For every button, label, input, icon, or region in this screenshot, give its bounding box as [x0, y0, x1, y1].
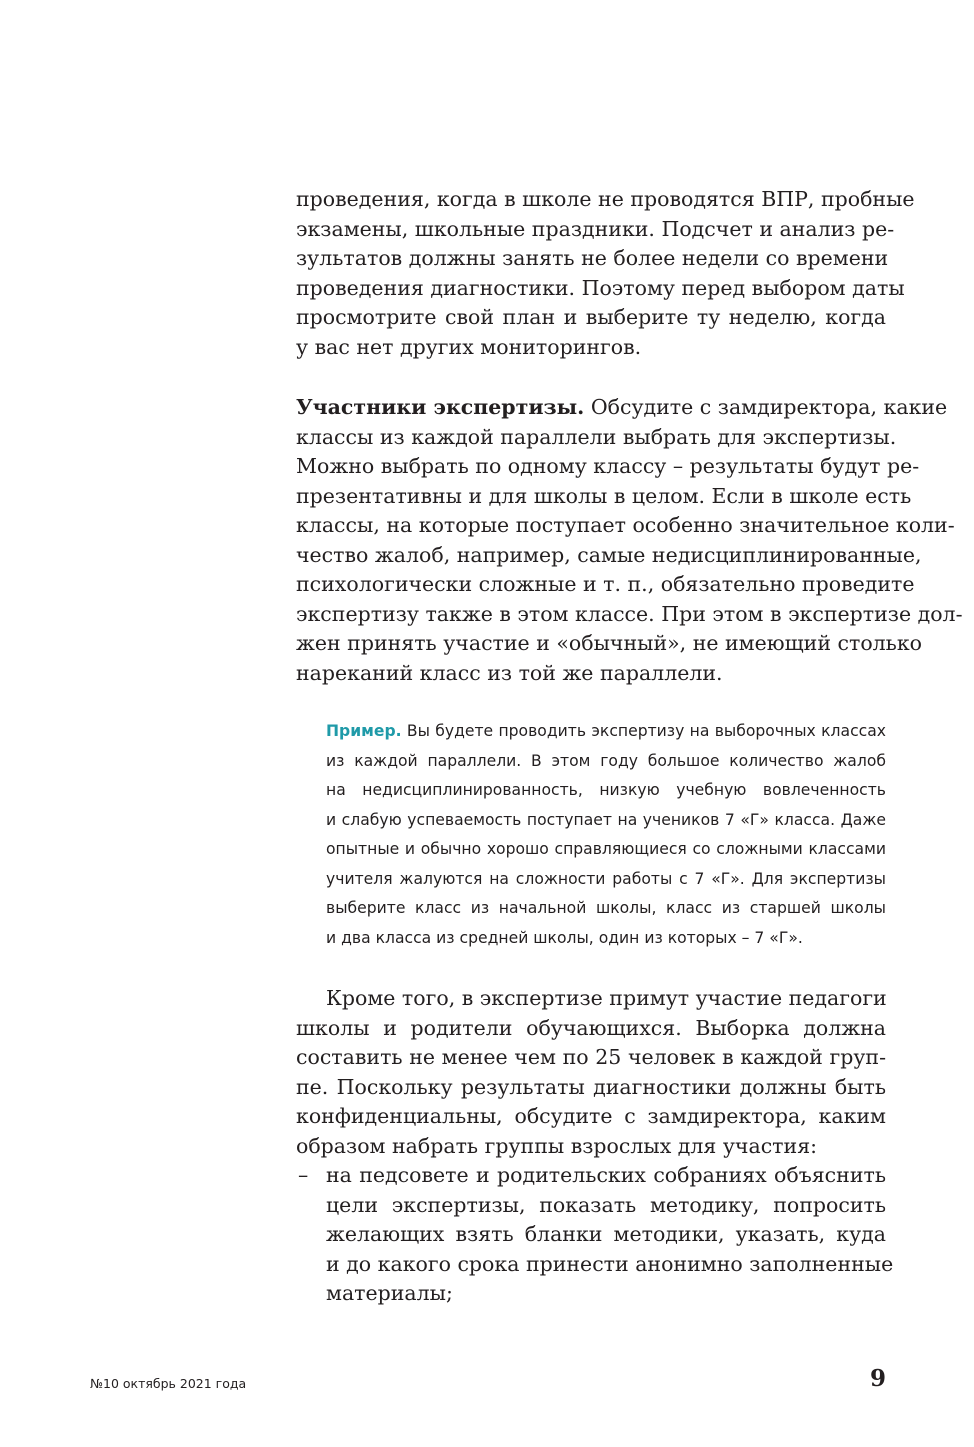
text-line: презентативны и для школы в целом. Если в школе есть	[296, 483, 912, 508]
text-line: образом набрать группы взрослых для участия:	[296, 1133, 818, 1158]
text-line: проведения диагностики. Поэтому перед выбором даты	[296, 275, 905, 300]
text-line	[326, 717, 886, 747]
text-line: и два класса из средней школы, один из которых – 7 «Г».	[326, 928, 803, 947]
text-line: проведения, когда в школе не проводятся ВПР, пробные	[296, 187, 915, 211]
text-line: выберите класс из начальной школы, класс из старшей школы	[326, 899, 886, 917]
text-line: жен принять участие и «обычный», не имеющий столько	[296, 631, 923, 655]
text-line: составить не менее чем по 25 человек в каждой груп-	[296, 1045, 886, 1069]
text-fragment: Обсудите с замдиректора, какие	[584, 395, 948, 419]
text-line: экспертизу также в этом классе. При этом в экспертизе дол-	[296, 601, 963, 626]
text-line: материалы;	[326, 1281, 453, 1305]
text-line: на недисциплинированность, низкую учебную вовлеченность	[326, 781, 886, 799]
text-line: конфиденциальны, обсудите с замдиректора, каким	[296, 1104, 886, 1128]
text-line: и до какого срока принести анонимно заполненные	[326, 1251, 894, 1276]
text-line: и слабую успеваемость поступает на учеников 7 «Г» класса. Даже	[326, 810, 886, 829]
text-line: чество жалоб, например, самые недисциплинированные,	[296, 542, 922, 567]
text-line: Кроме того, в экспертизе примут участие педагоги	[326, 986, 887, 1010]
text-line: опытные и обычно хорошо справляющиеся со сложными классами	[326, 840, 886, 858]
text-line: на педсовете и родительских собраниях объяснить	[326, 1163, 886, 1187]
text-fragment: Вы будете проводить экспертизу на выборочных классах	[401, 722, 886, 740]
text-line	[296, 393, 948, 423]
text-line: экзамены, школьные праздники. Подсчет и анализ ре-	[296, 216, 895, 241]
text-line: классы из каждой параллели выбрать для экспертизы.	[296, 424, 897, 449]
text-line: нареканий класс из той же параллели.	[296, 660, 723, 685]
text-line: классы, на которые поступает особенно значительное коли-	[296, 513, 955, 537]
text-line: желающих взять бланки методики, указать, куда	[326, 1222, 886, 1246]
text-line: Можно выбрать по одному классу – результаты будут ре-	[296, 454, 920, 478]
issue-label: №10 октябрь 2021 года	[90, 1376, 247, 1391]
example-label: Пример.	[326, 722, 402, 740]
text-line: психологически сложные и т. п., обязательно проведите	[296, 572, 915, 596]
text-line: из каждой параллели. В этом году большое количество жалоб	[326, 751, 886, 770]
text-line: школы и родители обучающихся. Выборка должна	[296, 1015, 886, 1040]
section-heading: Участники экспертизы.	[296, 395, 585, 419]
text-line: учителя жалуются на сложности работы с 7 «Г». Для экспертизы	[326, 869, 886, 888]
text-line: пе. Поскольку результаты диагностики должны быть	[296, 1074, 886, 1099]
list-bullet: –	[298, 1163, 309, 1187]
page-number: 9	[869, 1365, 886, 1392]
text-line: цели экспертизы, показать методику, попросить	[326, 1192, 886, 1217]
text-line: просмотрите свой план и выберите ту неделю, когда	[296, 305, 886, 329]
text-line: у вас нет других мониторингов.	[296, 334, 642, 359]
text-line: зультатов должны занять не более недели со времени	[296, 246, 889, 270]
